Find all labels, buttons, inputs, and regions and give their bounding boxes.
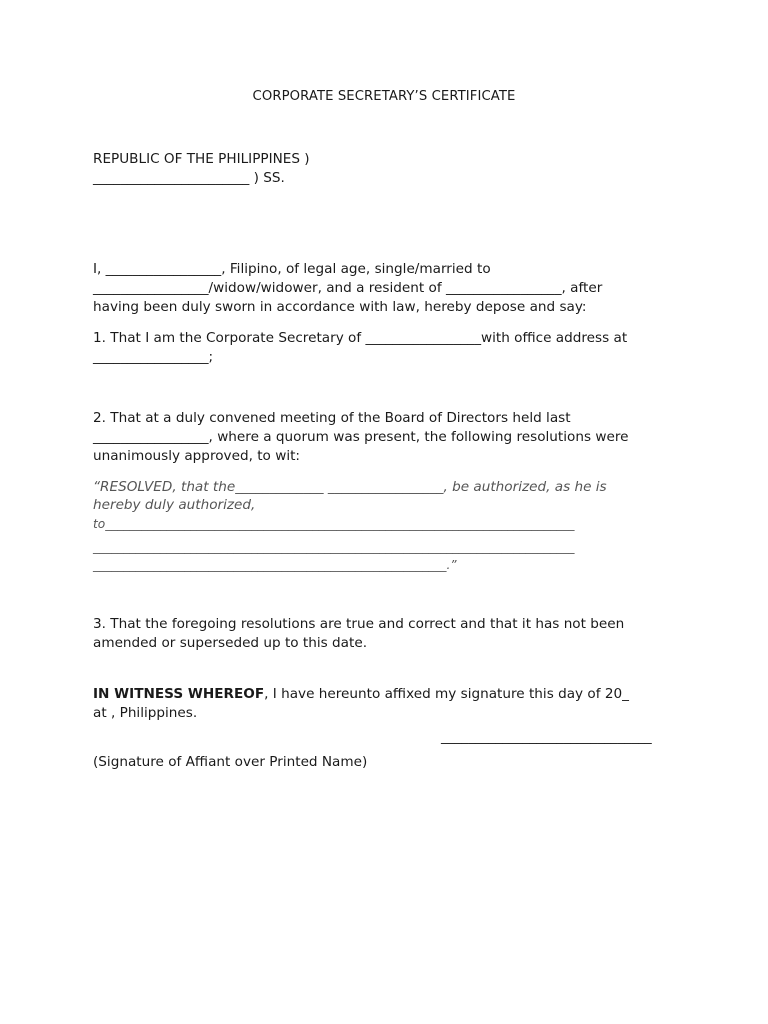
document-title: CORPORATE SECRETARY’S CERTIFICATE	[252, 89, 516, 104]
item3-line-2: amended or superseded up to this date.	[93, 635, 368, 651]
resolution-line-5: __________________________________________________________.”	[93, 558, 457, 572]
item1-line-1: 1. That I am the Corporate Secretary of _________________with office address at	[93, 330, 628, 346]
item2-line-1: 2. That at a duly convened meeting of the Board of Directors held last	[93, 410, 571, 426]
signature-line: _______________________________	[441, 729, 652, 745]
item2-line-2: _________________, where a quorum was present, the following resolutions were	[93, 429, 629, 445]
resolution-line-2: hereby duly authorized,	[93, 497, 256, 513]
witness-line-2: at , Philippines.	[93, 705, 198, 721]
witness-rest: , I have hereunto affixed my signature this day of 20_	[264, 686, 629, 702]
intro-line-2: _________________/widow/widower, and a resident of _________________, after	[93, 280, 603, 296]
intro-line-3: having been duly sworn in accordance with law, hereby depose and say:	[93, 299, 587, 315]
item3-line-1: 3. That the foregoing resolutions are true and correct and that it has not been	[93, 616, 625, 632]
signature-caption: (Signature of Affiant over Printed Name)	[93, 754, 368, 770]
resolution-line-4: _______________________________________________________________________________	[93, 540, 575, 554]
resolution-line-3: to_____________________________________________________________________________	[93, 517, 575, 531]
item1-line-2: _________________;	[93, 349, 214, 365]
venue-line-1: REPUBLIC OF THE PHILIPPINES )	[93, 151, 310, 167]
witness-lead: IN WITNESS WHEREOF	[93, 686, 265, 702]
intro-line-1: I, _________________, Filipino, of legal age, single/married to	[93, 261, 491, 277]
witness-line-1	[93, 685, 629, 704]
venue-line-2: _______________________ ) SS.	[93, 170, 285, 186]
item2-line-3: unanimously approved, to wit:	[93, 448, 300, 464]
resolution-line-1: “RESOLVED, that the_____________ _________________, be authorized, as he is	[93, 479, 607, 495]
